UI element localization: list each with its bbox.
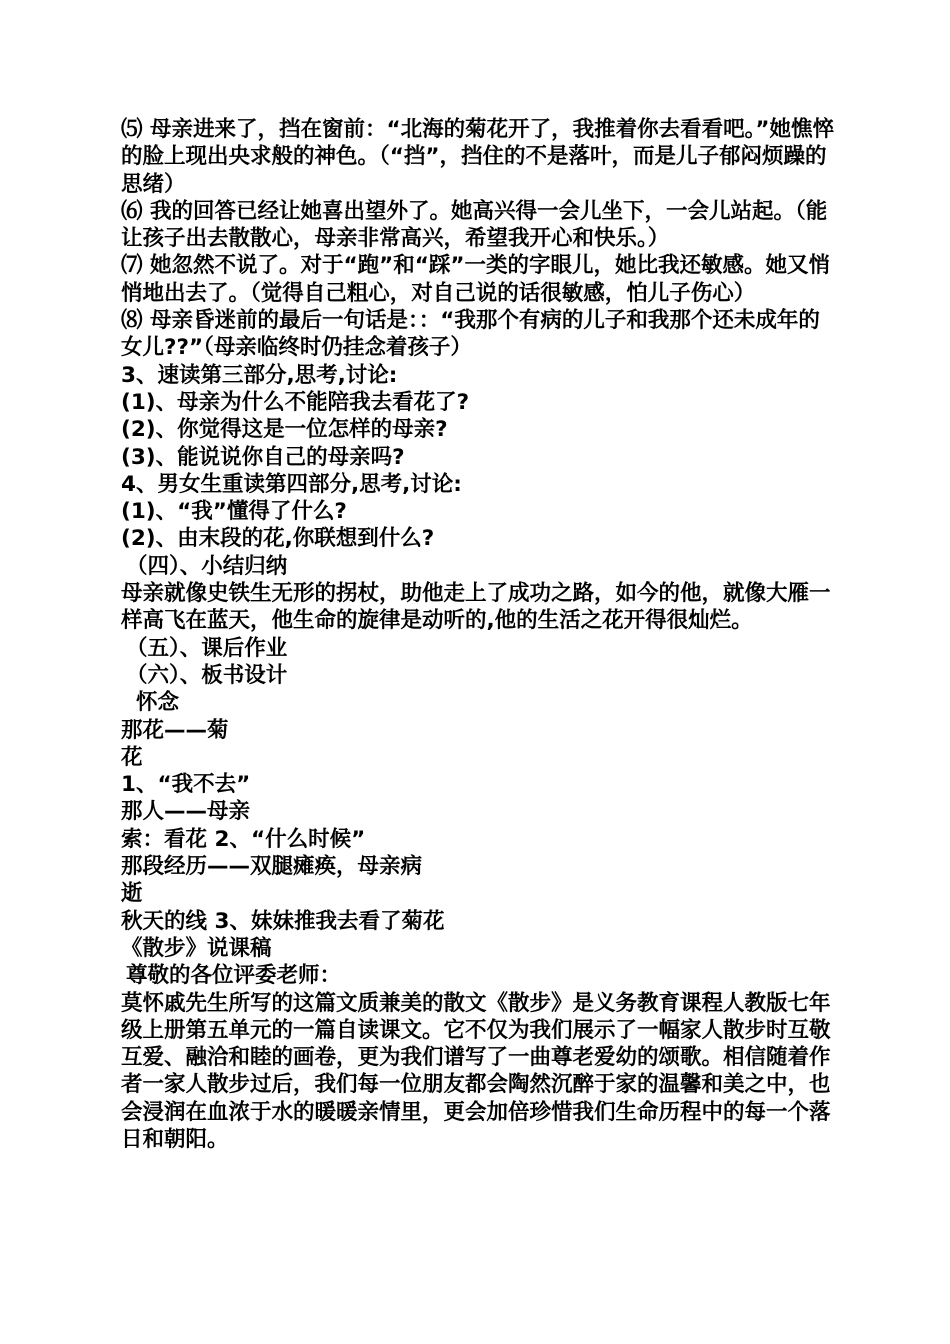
board-line-2: 那花——菊	[121, 717, 229, 743]
section-5-heading: （五）、课后作业	[126, 635, 288, 661]
paragraph-5: ⑸ 母亲进来了，挡在窗前：“北海的菊花开了，我推着你去看看吧。”她憔悴的脸上现出央求般的神色。（“挡”，挡住的不是落叶，而是儿子郁闷烦躁的思绪）	[121, 117, 834, 197]
lecture-title: 《散步》说课稿	[121, 935, 272, 961]
document-body	[118, 116, 836, 1153]
board-line-9: 秋天的线 3、妹妹推我去看了菊花	[121, 908, 445, 934]
salutation: 尊敬的各位评委老师：	[126, 963, 342, 989]
question-3-item-1: (1)、母亲为什么不能陪我去看花了?	[121, 389, 470, 415]
intro-paragraph: 莫怀戚先生所写的这篇文质兼美的散文《散步》是义务教育课程人教版七年级上册第五单元的一篇自读课文。它不仅为我们展示了一幅家人散步时互敬互爱、融洽和睦的画卷，更为我们谱写了一曲尊老爱幼的颂歌。相信随着作者一家人散步过后，我们每一位朋友都会陶然沉醉于家的温馨和美之中，也会浸润在血浓于水的暖暖亲情里，更会加倍珍惜我们生命历程中的每一个落日和朝阳。	[121, 990, 831, 1152]
board-line-4: 1、“我不去”	[121, 772, 251, 798]
board-line-8: 逝	[121, 881, 143, 907]
question-3-heading: 3、速读第三部分,思考,讨论:	[121, 362, 398, 388]
question-4-heading: 4、男女生重读第四部分,思考,讨论:	[121, 471, 462, 497]
section-6-heading: （六）、板书设计	[126, 662, 288, 688]
question-3-item-3: (3)、能说说你自己的母亲吗?	[121, 444, 405, 470]
paragraph-7: ⑺ 她忽然不说了。对于“跑”和“踩”一类的字眼儿，她比我还敏感。她又悄悄地出去了。（觉得自己粗心，对自己说的话很敏感，怕儿子伤心）	[121, 253, 831, 306]
board-line-3: 花	[121, 744, 143, 770]
paragraph-8: ⑻ 母亲昏迷前的最后一句话是：：“我那个有病的儿子和我那个还未成年的女儿??”（母亲临终时仍挂念着孩子）	[121, 308, 820, 361]
question-4-item-1: (1)、“我”懂得了什么?	[121, 499, 347, 525]
board-line-1: 怀念	[136, 690, 180, 716]
board-line-7: 那段经历——双腿瘫痪，母亲病	[121, 854, 423, 880]
section-4-heading: （四）、小结归纳	[126, 553, 288, 579]
summary-paragraph: 母亲就像史铁生无形的拐杖，助他走上了成功之路，如今的他，就像大雁一样高飞在蓝天，他生命的旋律是动听的,他的生活之花开得很灿烂。	[121, 581, 831, 634]
question-3-item-2: (2)、你觉得这是一位怎样的母亲?	[121, 417, 448, 443]
paragraph-6: ⑹ 我的回答已经让她喜出望外了。她高兴得一会儿坐下，一会儿站起。（能让孩子出去散散心，母亲非常高兴，希望我开心和快乐。）	[121, 198, 828, 252]
question-4-item-2: (2)、由末段的花,你联想到什么?	[121, 526, 435, 552]
board-line-5: 那人——母亲	[121, 799, 251, 825]
board-line-6: 索：看花 2、“什么时候”	[121, 826, 366, 852]
